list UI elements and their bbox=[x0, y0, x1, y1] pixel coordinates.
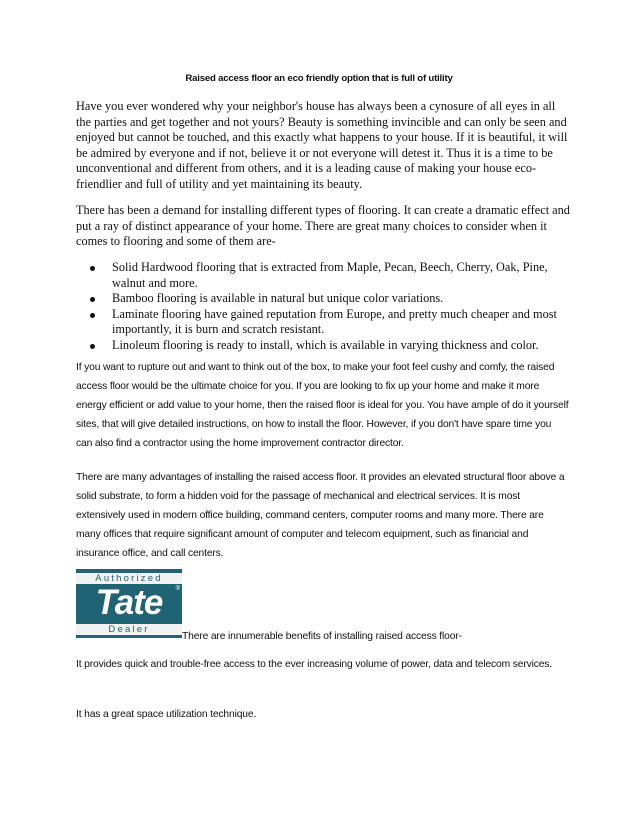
bullet-icon bbox=[90, 344, 95, 349]
logo-bottom-band bbox=[76, 624, 182, 635]
authorized-tate-dealer-logo bbox=[76, 569, 182, 638]
bullet-icon bbox=[90, 266, 95, 271]
registered-mark: ® bbox=[175, 586, 180, 592]
bullet-icon bbox=[90, 313, 95, 318]
quick-access-paragraph: It provides quick and trouble-free access to the ever increasing volume of power, data and telecom services. bbox=[76, 659, 553, 670]
rupture-paragraph: If you want to rupture out and want to think out of the box, to make your foot feel cushy and comfy, the raised access floor would be the ultimate choice for you. If you are looking to fix up your home and make it more energy efficient or add value to your home, then the raised floor is ideal for you. You have ample of do it yourself sites, that will give detailed instructions, on how to install the floor. However, if you don't have spare time you can also find a contractor using the home improvement contractor director. bbox=[76, 362, 569, 449]
advantages-paragraph: There are many advantages of installing the raised access floor. It provides an elevated structural floor above a solid substrate, to form a hidden void for the passage of mechanical and electrical services. It is most extensively used in modern office building, command centers, computer rooms and many more. There are many offices that require significant amount of computer and telecom equipment, such as financial and insurance office, and call centers. bbox=[76, 472, 565, 559]
space-paragraph: It has a great space utilization technique. bbox=[76, 709, 257, 720]
logo-bottom-text: Dealer bbox=[108, 624, 150, 635]
logo-top-text: Authorized bbox=[95, 573, 163, 584]
list-item-text: Laminate flooring have gained reputation from Europe, and pretty much cheaper and most importantly, it is burn and scratch resistant. bbox=[112, 306, 557, 337]
list-item-text: Solid Hardwood flooring that is extracted from Maple, Pecan, Beech, Cherry, Oak, Pine, walnut and more. bbox=[112, 260, 548, 290]
bullet-icon bbox=[90, 297, 95, 302]
intro-paragraph: Have you ever wondered why your neighbor's house has always been a cynosure of all eyes in all the parties and get together and not yours? Beauty is something invincible and can only be seen and enjoyed but cannot be touched, and this exactly what happens to your house. If it is beautiful, it will be admired by everyone and if not, believe it or not everyone will detest it. Thus it is a time to be unconventional and different from others, and it is a leading cause of making your house eco- friendlier and full of utility and yet maintaining its beauty. bbox=[76, 99, 568, 191]
logo-brand-text: Tate bbox=[95, 583, 163, 622]
list-item bbox=[76, 291, 570, 307]
list-item bbox=[76, 260, 570, 291]
list-item-text: Bamboo flooring is available in natural but unique color variations. bbox=[112, 291, 444, 306]
document-title: Raised access floor an eco friendly option that is full of utility bbox=[185, 73, 453, 84]
list-item bbox=[76, 307, 570, 338]
benefits-line: There are innumerable benefits of installing raised access floor- bbox=[182, 631, 462, 642]
flooring-list bbox=[76, 260, 570, 354]
list-item-text: Linoleum flooring is ready to install, which is available in varying thickness and color. bbox=[112, 337, 539, 352]
list-item bbox=[76, 338, 570, 354]
demand-paragraph: There has been a demand for installing different types of flooring. It can create a dramatic effect and put a ray of distinct appearance of your home. There are great many choices to consider when it comes to flooring and some of them are- bbox=[76, 203, 570, 249]
